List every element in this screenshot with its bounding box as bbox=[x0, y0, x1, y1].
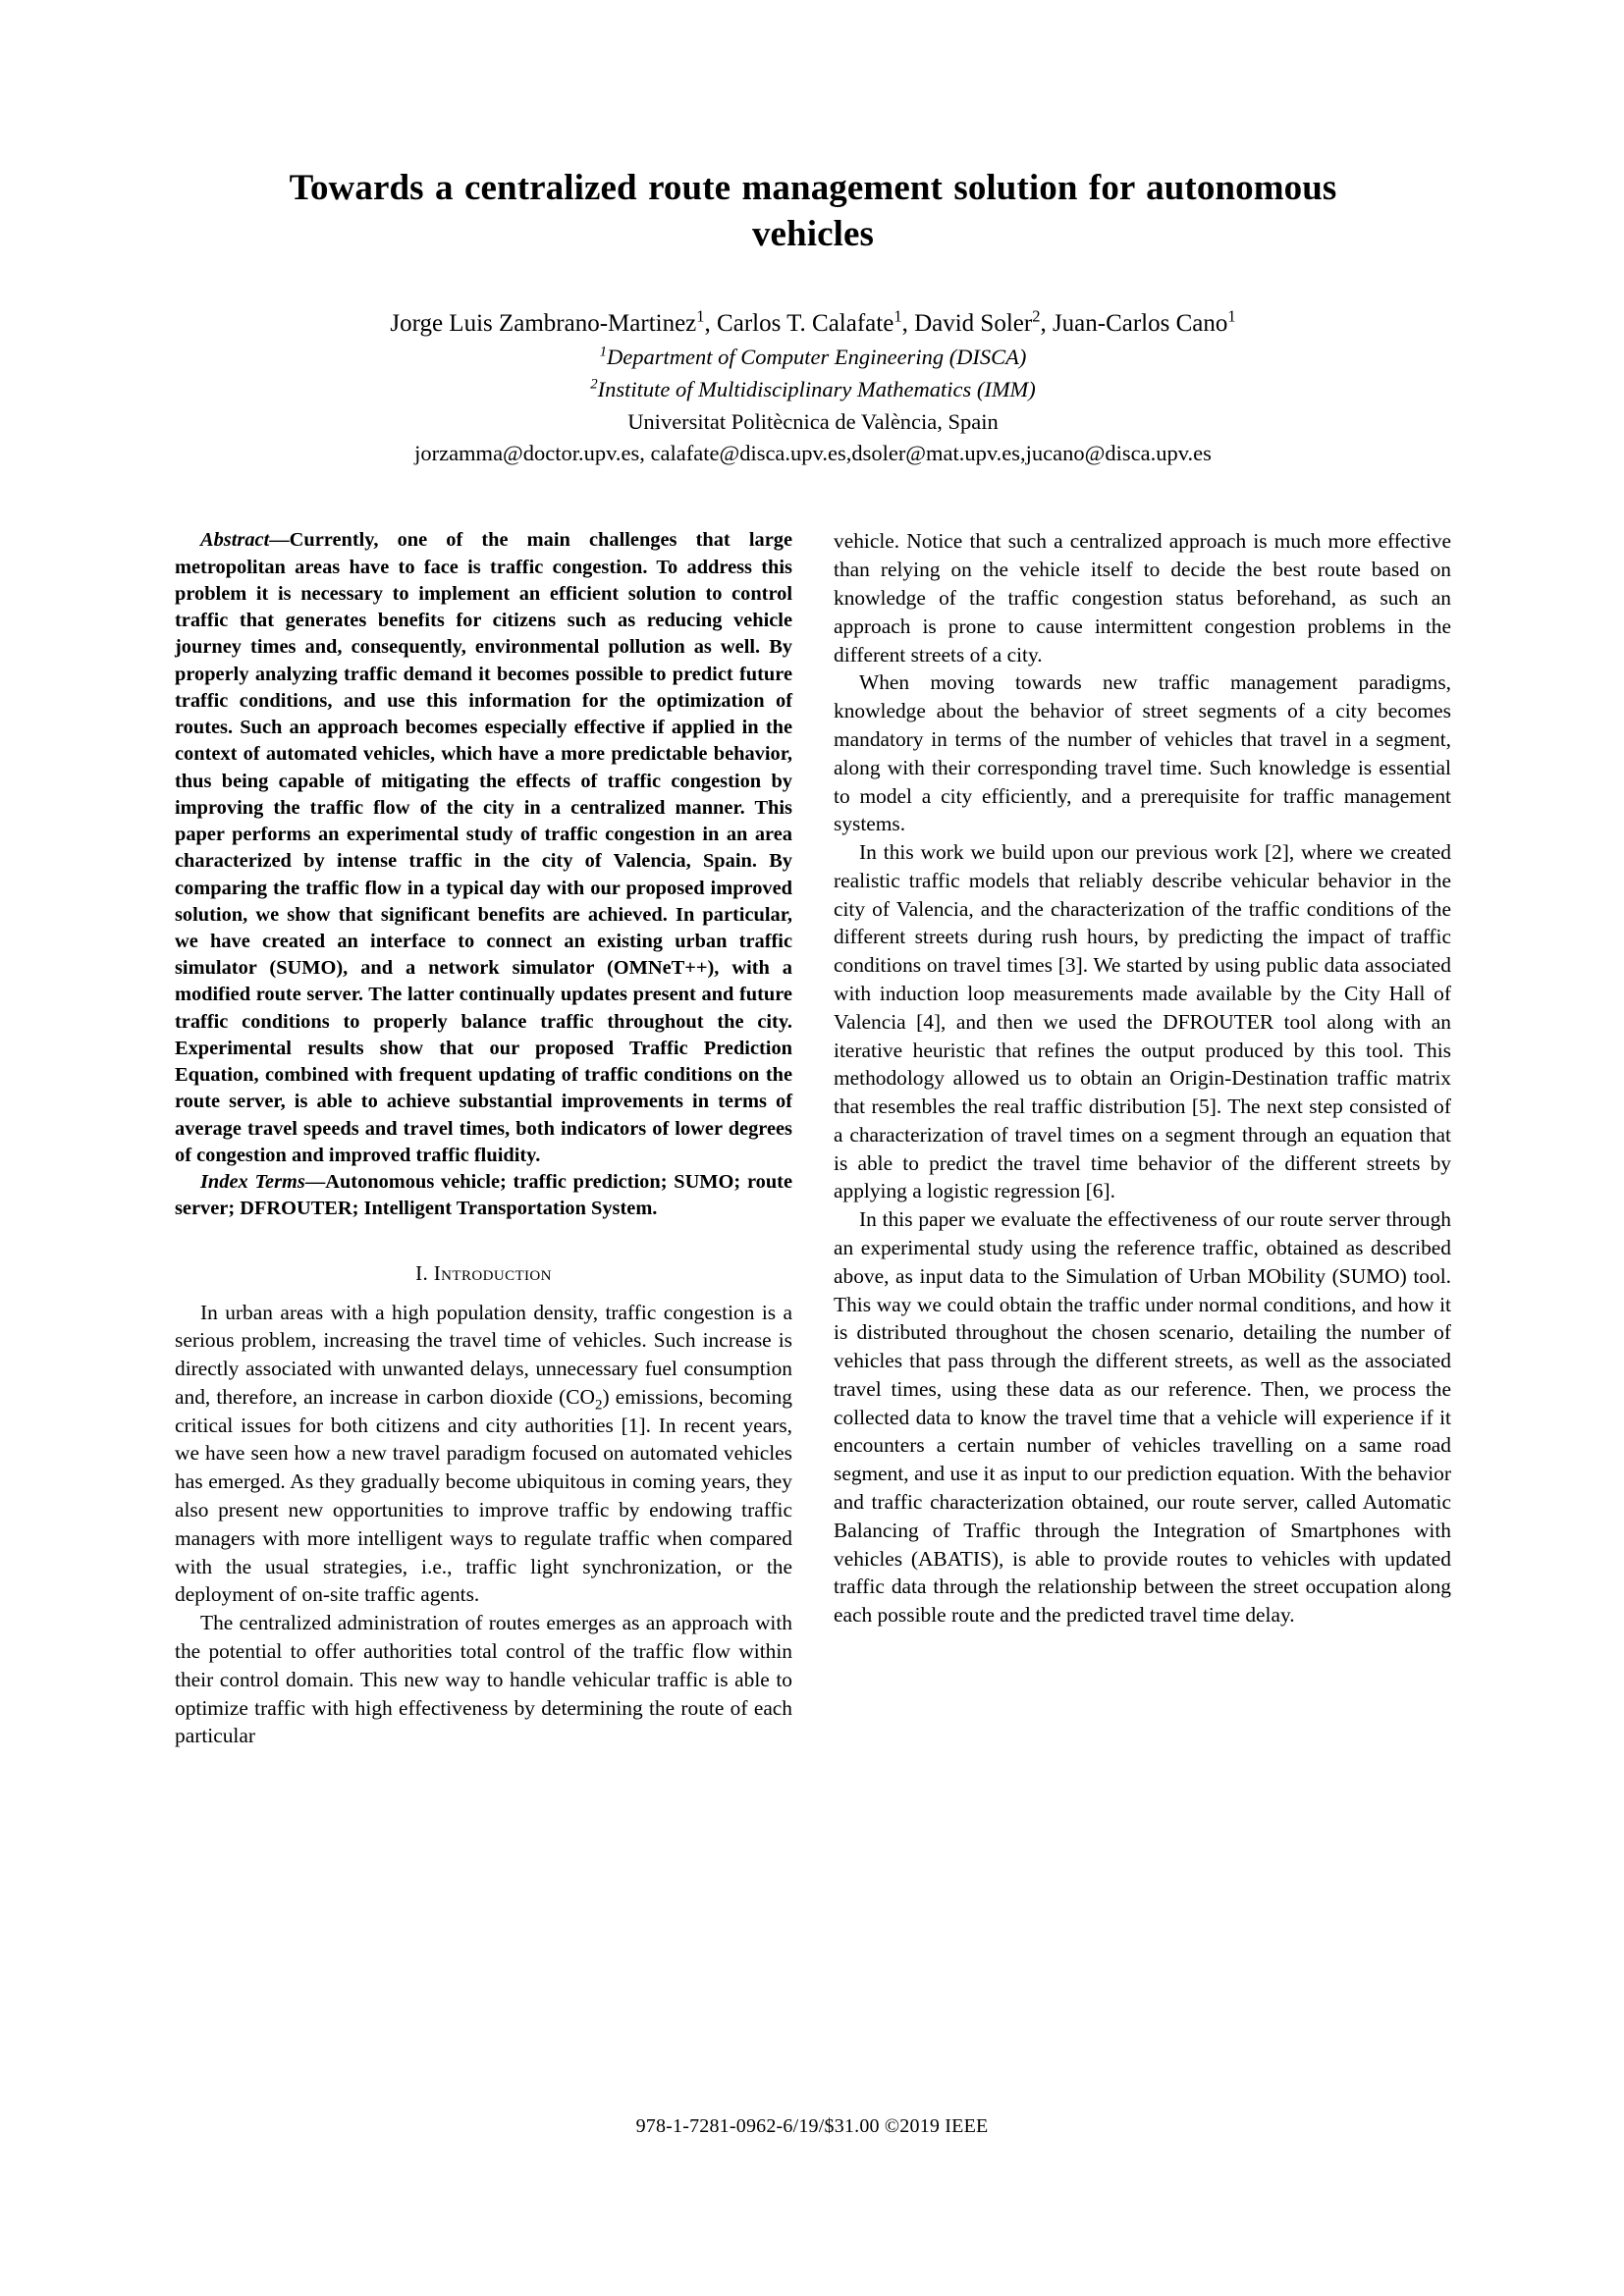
index-terms-label: Index Terms bbox=[200, 1171, 305, 1194]
author-name-1: Jorge Luis Zambrano-Martinez bbox=[390, 309, 697, 337]
title-line-1: Towards a centralized route management solution for autonomous bbox=[289, 168, 1337, 208]
affiliation-2 bbox=[175, 375, 1451, 404]
footer-copyright: 978-1-7281-0962-6/19/$31.00 ©2019 IEEE bbox=[635, 2115, 989, 2137]
abstract-text: Currently, one of the main challenges that large metropolitan areas have to face is traffic congestion. To address this problem it is necessary to implement an efficient solution to control traffic that generates benefits for citizens such as reducing vehicle journey times and, consequently, environmental pollution as well. By properly analyzing traffic demand it becomes possible to predict future traffic conditions, and use this information for the optimization of routes. Such an approach becomes especially effective if applied in the context of automated vehicles, which have a more predictable behavior, thus being capable of mitigating the effects of traffic congestion by improving the traffic flow of the city in a centralized manner. This paper performs an experimental study of traffic congestion in an area characterized by intense traffic in the city of Valencia, Spain. By comparing the traffic flow in a typical day with our proposed improved solution, we show that significant benefits are achieved. In particular, we have created an interface to connect an existing urban traffic simulator (SUMO), and a network simulator (OMNeT++), with a modified route server. The latter continually updates present and future traffic conditions to properly balance traffic throughout the city. Experimental results show that our proposed Traffic Prediction Equation, combined with frequent updating of traffic conditions on the route server, is able to achieve substantial improvements in terms of average travel speeds and travel times, both indicators of lower degrees of congestion and improved traffic fluidity. bbox=[175, 529, 792, 1166]
affiliation-1-text: Department of Computer Engineering (DISCA) bbox=[606, 344, 1027, 369]
abstract-dash: — bbox=[269, 529, 290, 552]
abstract-label: Abstract bbox=[200, 529, 270, 552]
abstract-paragraph bbox=[175, 527, 792, 1169]
co2-subscript: 2 bbox=[594, 1397, 603, 1414]
author-emails: jorzamma@doctor.upv.es, calafate@disca.upv.es,dsoler@mat.upv.es,jucano@disca.upv.es bbox=[414, 441, 1212, 466]
author-list bbox=[175, 307, 1451, 340]
section-number: I. bbox=[415, 1260, 429, 1285]
section-title: Introduction bbox=[433, 1260, 552, 1285]
author-affiliation-marker-2: 1 bbox=[893, 306, 902, 326]
author-affiliation-marker-1: 1 bbox=[696, 306, 705, 326]
index-terms-paragraph bbox=[175, 1169, 792, 1222]
page-title bbox=[175, 165, 1451, 258]
index-terms-dash: — bbox=[304, 1171, 326, 1194]
affiliation-marker-1: 1 bbox=[599, 344, 607, 360]
university-line: Universitat Politècnica de València, Spain bbox=[627, 408, 999, 434]
intro-p1-part-a: In urban areas with a high population density, traffic congestion is a serious problem, increasing the travel time of vehicles. Such increase is directly associated with unwanted delays, unnecessary fuel consumption and, therefore, an increase in carbon dioxide (CO bbox=[175, 1300, 792, 1409]
section-heading-introduction bbox=[175, 1261, 792, 1286]
author-name-4: Juan-Carlos Cano bbox=[1052, 309, 1228, 337]
intro-paragraph-6: In this paper we evaluate the effectiveness of our route server through an experimental study using the reference traffic, obtained as described above, as input data to the Simulation of Urban MObility (SUMO) tool. This way we could obtain the traffic under normal conditions, and how it is distributed throughout the chosen scenario, detailing the number of vehicles that pass through the different streets, as well as the associated travel times, using these data as our reference. Then, we process the collected data to know the travel time that a vehicle will experience if it encounters a certain number of vehicles travelling on a same road segment, and use it as input to our prediction equation. With the behavior and traffic characterization obtained, our route server, called Automatic Balancing of Traffic through the Integration of Smartphones with vehicles (ABATIS), is able to provide routes to vehicles with updated traffic data through the relationship between the street occupation along each possible route and the predicted travel time delay. bbox=[834, 1207, 1451, 1628]
paper-content bbox=[175, 165, 1451, 1750]
author-name-3: David Soler bbox=[914, 309, 1033, 337]
affiliation-2-text: Institute of Multidisciplinary Mathematics (IMM) bbox=[597, 377, 1036, 402]
left-column bbox=[175, 527, 792, 1750]
affiliation-1 bbox=[175, 343, 1451, 372]
author-name-2: Carlos T. Calafate bbox=[717, 309, 894, 337]
title-line-2: vehicles bbox=[751, 214, 875, 255]
author-affiliation-marker-3: 2 bbox=[1032, 306, 1041, 326]
intro-paragraph-5: In this work we build upon our previous work [2], where we created realistic traffic models that reliably describe vehicular behavior in the city of Valencia, and the characterization of the traffic conditions of the different streets during rush hours, by predicting the impact of traffic conditions on travel times [3]. We started by using public data associated with induction loop measurements made available by the City Hall of Valencia [4], and then we used the DFROUTER tool along with an iterative heuristic that refines the output produced by this tool. This methodology allowed us to obtain an Origin-Destination traffic matrix that resembles the real traffic distribution [5]. The next step consisted of a characterization of travel times on a segment through an equation that is able to predict the travel time behavior of the different streets by applying a logistic regression [6]. bbox=[834, 840, 1451, 1203]
author-separator-3: , bbox=[1040, 309, 1053, 337]
affiliation-marker-2: 2 bbox=[590, 376, 598, 393]
author-affiliation-marker-4: 1 bbox=[1227, 306, 1236, 326]
author-separator-2: , bbox=[901, 309, 915, 337]
intro-paragraph-3: vehicle. Notice that such a centralized approach is much more effective than relying on the vehicle itself to decide the best route based on knowledge of the traffic congestion status beforehand, as such an approach is prone to cause intermittent congestion problems in the different streets of a city. bbox=[834, 529, 1451, 667]
body-columns bbox=[175, 527, 1451, 1750]
author-separator-1: , bbox=[704, 309, 718, 337]
intro-p1-part-b: ) emissions, becoming critical issues for both citizens and city authorities [1]. In recent years, we have seen how a new travel paradigm focused on automated vehicles has emerged. As they gradually become ubiquitous in coming years, they also present new opportunities to improve traffic by endowing traffic managers with more intelligent ways to regulate traffic when compared with the usual strategies, i.e., traffic light synchronization, or the deployment of on-site traffic agents. bbox=[175, 1384, 792, 1607]
right-column bbox=[834, 527, 1451, 1629]
index-terms-text: Autonomous vehicle; traffic prediction; SUMO; route server; DFROUTER; Intelligent Transportation System. bbox=[175, 1171, 792, 1220]
intro-paragraph-4: When moving towards new traffic management paradigms, knowledge about the behavior of street segments of a city becomes mandatory in terms of the number of vehicles that travel in a segment, along with their corresponding travel time. Such knowledge is essential to model a city efficiently, and a prerequisite for traffic management systems. bbox=[834, 670, 1451, 836]
intro-paragraph-1 bbox=[175, 1299, 792, 1610]
intro-paragraph-2: The centralized administration of routes emerges as an approach with the potential to offer authorities total control of the traffic flow within their control domain. This new way to handle vehicular traffic is able to optimize traffic with high effectiveness by determining the route of each particular bbox=[175, 1611, 792, 1748]
